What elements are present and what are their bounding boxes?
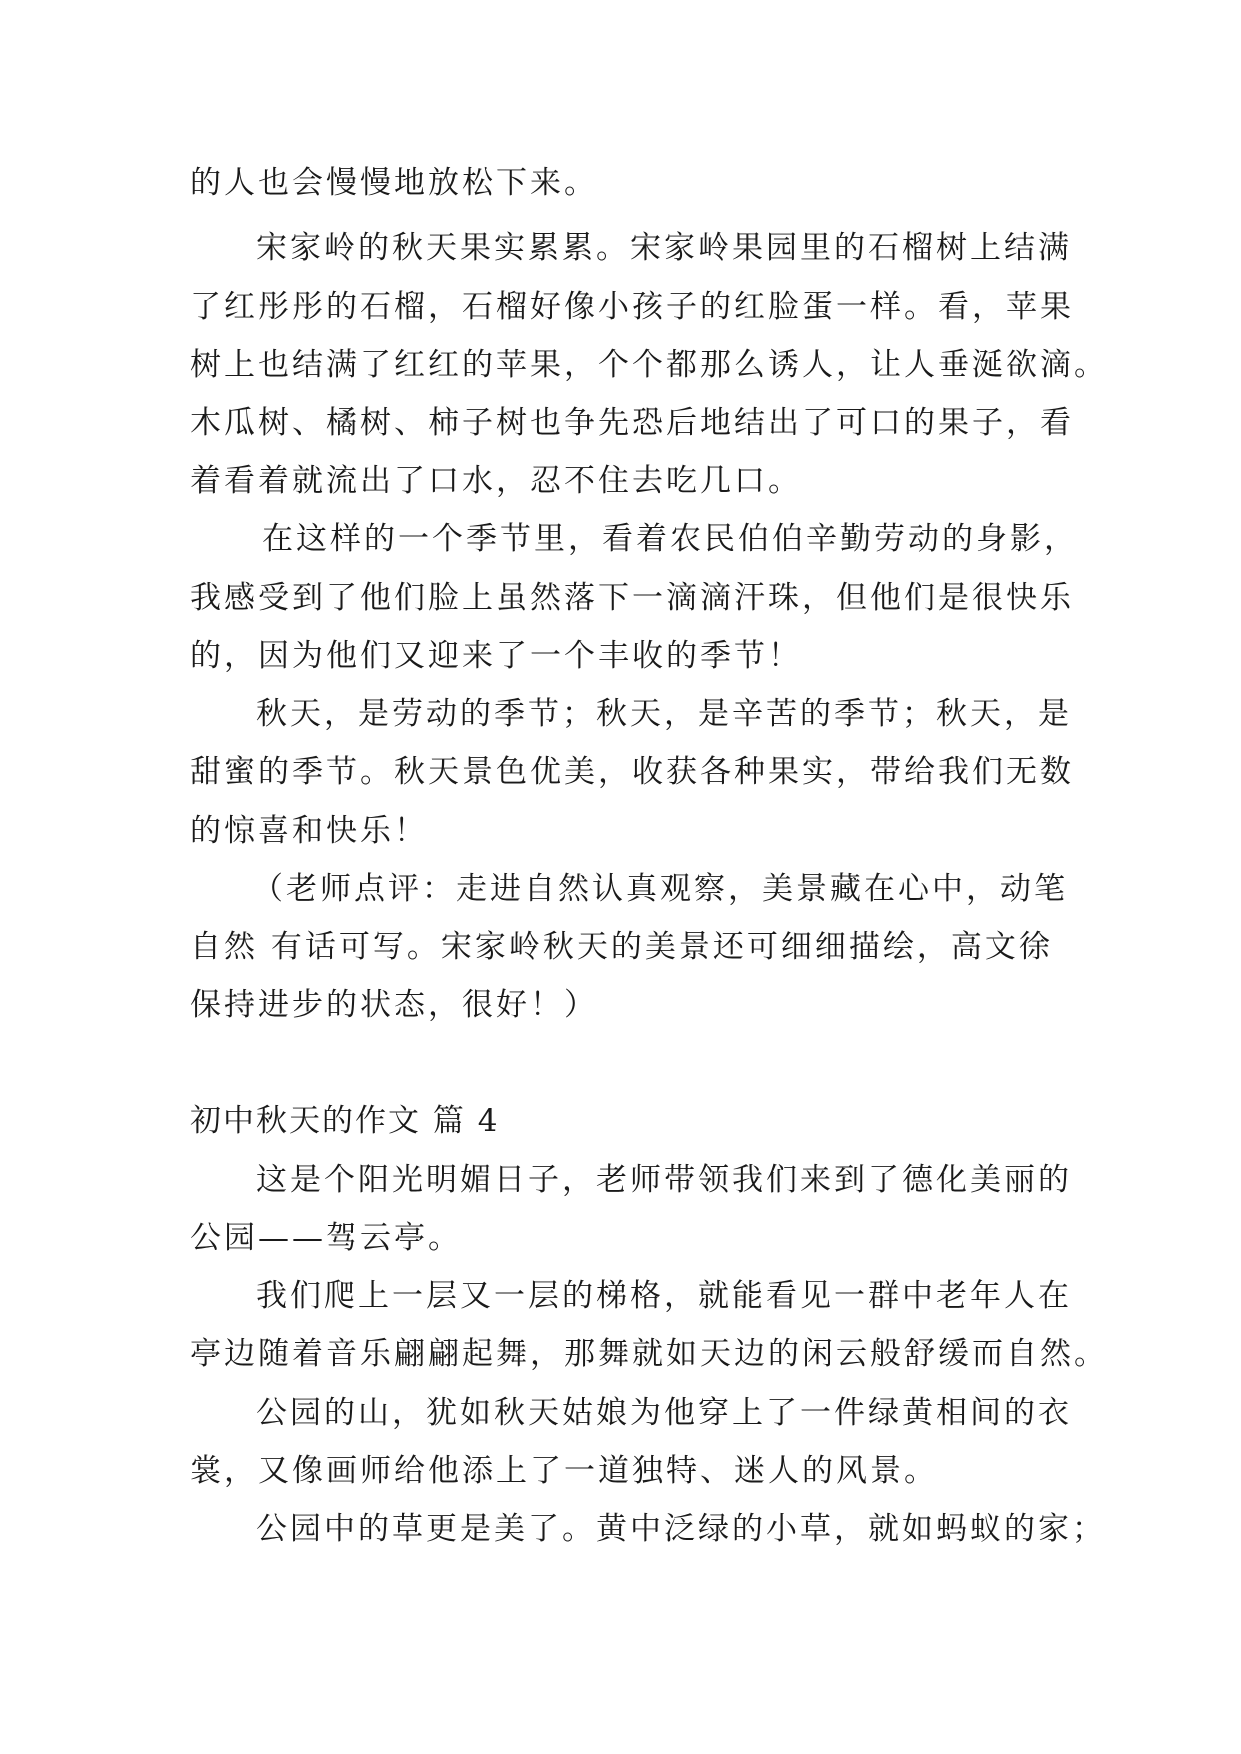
- text-line: 甜蜜的季节。秋天景色优美，收获各种果实，带给我们无数: [190, 754, 1074, 790]
- text-line: 树上也结满了红红的苹果，个个都那么诱人，让人垂涎欲滴。: [190, 347, 1108, 383]
- text-line: 的人也会慢慢地放松下来。: [190, 165, 598, 201]
- paragraph-start-line: 公园中的草更是美了。黄中泛绿的小草，就如蚂蚁的家；: [256, 1511, 1106, 1547]
- teacher-comment-line: 自然 有话可写。宋家岭秋天的美景还可细细描绘，高文徐: [190, 929, 1053, 965]
- text-line: 公园——驾云亭。: [190, 1220, 462, 1256]
- paragraph-start-line: 我们爬上一层又一层的梯格，就能看见一群中老年人在: [256, 1278, 1072, 1314]
- text-line: 亭边随着音乐翩翩起舞，那舞就如天边的闲云般舒缓而自然。: [190, 1336, 1108, 1372]
- paragraph-start-line: 在这样的一个季节里，看着农民伯伯辛勤劳动的身影，: [262, 521, 1078, 557]
- text-line: 了红彤彤的石榴，石榴好像小孩子的红脸蛋一样。看，苹果: [190, 289, 1074, 325]
- text-line: 的惊喜和快乐！: [190, 813, 428, 849]
- paragraph-start-line: 宋家岭的秋天果实累累。宋家岭果园里的石榴树上结满: [256, 230, 1072, 266]
- text-line: 我感受到了他们脸上虽然落下一滴滴汗珠，但他们是很快乐: [190, 580, 1074, 616]
- text-line: 着看着就流出了口水，忍不住去吃几口。: [190, 463, 802, 499]
- text-line: 的，因为他们又迎来了一个丰收的季节！: [190, 638, 802, 674]
- teacher-comment-line: （老师点评：走进自然认真观察，美景藏在心中，动笔: [252, 871, 1068, 907]
- text-line: 木瓜树、橘树、柿子树也争先恐后地结出了可口的果子，看: [190, 405, 1074, 441]
- teacher-comment-line: 保持进步的状态，很好！）: [190, 987, 598, 1023]
- paragraph-start-line: 这是个阳光明媚日子，老师带领我们来到了德化美丽的: [256, 1162, 1072, 1198]
- section-heading: 初中秋天的作文 篇 4: [190, 1103, 500, 1139]
- paragraph-start-line: 秋天，是劳动的季节；秋天，是辛苦的季节；秋天，是: [256, 696, 1072, 732]
- text-line: 裳，又像画师给他添上了一道独特、迷人的风景。: [190, 1453, 938, 1489]
- paragraph-start-line: 公园的山，犹如秋天姑娘为他穿上了一件绿黄相间的衣: [256, 1395, 1072, 1431]
